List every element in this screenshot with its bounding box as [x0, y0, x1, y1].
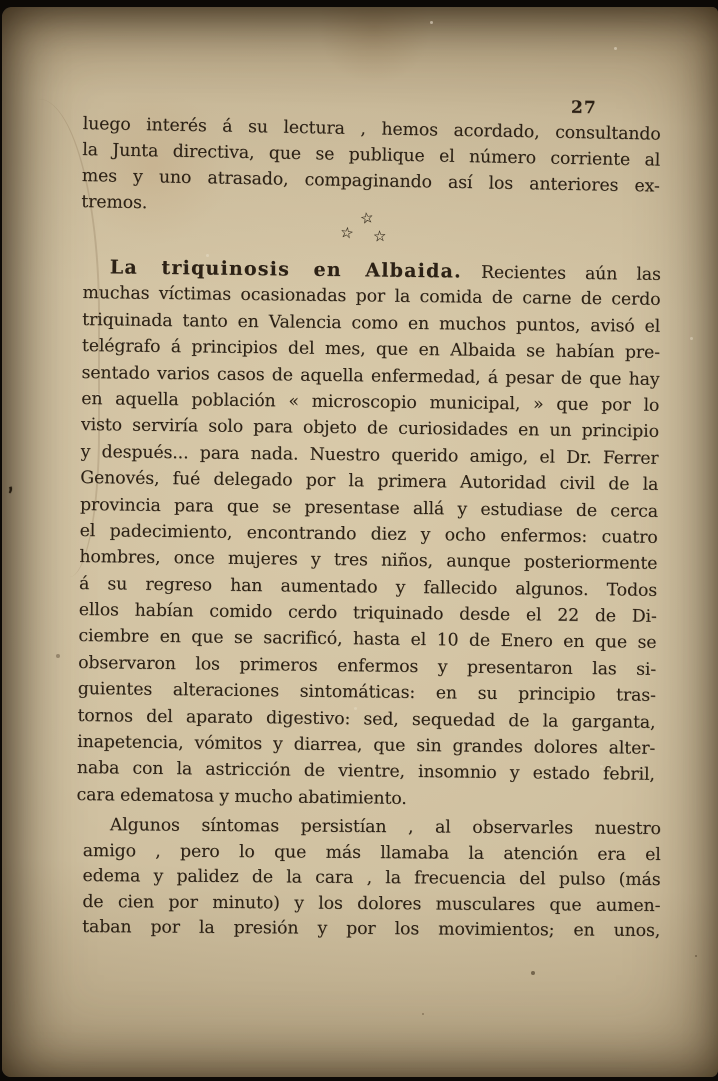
text-line: de cien por minuto) y los dolores musculares que aumen- — [82, 891, 661, 916]
text-line: ellos habían comido cerdo triquinado desde el 22 de Di- — [78, 600, 657, 627]
closing-paragraph — [82, 813, 661, 945]
text-line: inapetencia, vómitos y diarrea, que sin grandes dolores alter- — [77, 731, 656, 759]
paper-specks-dark — [2, 7, 4, 9]
text-line: taban por la presión y por los movimientos; en unos, — [82, 917, 661, 942]
text-line: ciembre en que se sacrificó, hasta el 10 de Enero en que se — [78, 626, 657, 654]
text-line: provincia para que se presentase allá y estudiase de cerca — [79, 494, 659, 522]
scanned-book-page — [2, 7, 718, 1077]
article-paragraph — [76, 254, 661, 815]
page-number: 27 — [570, 97, 597, 119]
text-line: la Junta directiva, que se publique el número corriente al — [82, 139, 661, 171]
text-line: amigo , pero lo que más llamaba la atención era el — [82, 840, 661, 865]
text-line: mes y uno atrasado, compaginando así los anteriores ex- — [81, 165, 660, 197]
text-line: hombres, once mujeres y tres niños, aunque posteriormente — [79, 547, 658, 575]
article-title: La triquinosis en Albaida. — [109, 256, 463, 283]
text-line: en aquella población « microscopio municipal, » que por lo — [81, 388, 660, 416]
text-line: á su regreso han aumentado y fallecido algunos. Todos — [78, 573, 658, 601]
text-line: observaron los primeros enfermos y presentaron las si- — [78, 652, 657, 680]
text-line: el padecimiento, encontrando diez y ocho enfermos: cuatro — [79, 520, 658, 548]
text-line: Algunos síntomas persistían , al observarles nuestro — [109, 815, 661, 840]
star-icon: ☆ — [338, 222, 355, 243]
page-text-block — [76, 7, 661, 1077]
text-line: muchas víctimas ocasionadas por la comida de carne de cerdo — [82, 283, 661, 311]
star-icon: ☆ — [372, 226, 387, 246]
text-line: y después... para nada. Nuestro querido amigo, el Dr. Ferrer — [80, 441, 659, 469]
text-line: cara edematosa y mucho abatimiento. — [76, 784, 407, 809]
text-line: visto serviría solo para objeto de curiosidades en un principio — [80, 415, 660, 443]
text-line: sentado varios casos de aquella enfermedad, á pesar de que hay — [81, 362, 660, 390]
text-line: edema y palidez de la cara , la frecuencia del pulso (más — [82, 866, 661, 891]
star-icon: ☆ — [358, 207, 375, 228]
text-line: Genovés, fué delegado por la primera Autoridad civil de la — [80, 468, 659, 495]
heading-tail-text: Recientes aún las — [480, 262, 661, 285]
text-line: naba con la astricción de vientre, insomnio y estado febril, — [76, 758, 655, 786]
text-line: guientes alteraciones sintomáticas: en su principio tras- — [77, 679, 656, 707]
text-line: triquinada tanto en Valencia como en muchos puntos, avisó el — [82, 309, 661, 337]
ink-smudge: , — [2, 472, 16, 496]
star-ornament — [83, 206, 662, 258]
text-line: tremos. — [81, 191, 148, 214]
text-line: luego interés á su lectura , hemos acordado, consultando — [82, 113, 661, 145]
text-line: telégrafo á principios del mes, que en Albaida se habían pre- — [81, 336, 660, 364]
text-line: tornos del aparato digestivo: sed, sequedad de la garganta, — [77, 705, 656, 733]
